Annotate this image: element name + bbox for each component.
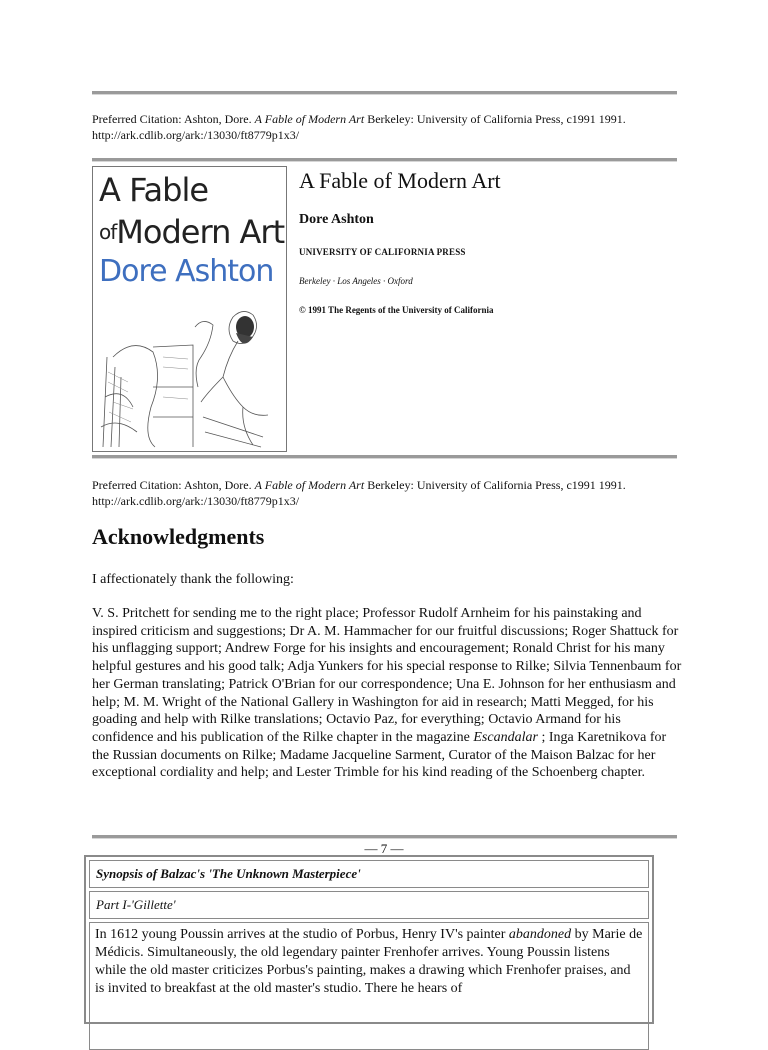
synopsis-text-start: In 1612 young Poussin arrives at the studio of Porbus, Henry IV's painter bbox=[95, 927, 509, 942]
rule-4 bbox=[92, 835, 677, 839]
rule-2 bbox=[92, 158, 677, 162]
citation-suffix: Berkeley: University of California Press, c1991 1991. bbox=[367, 478, 626, 492]
citation-title: A Fable of Modern Art bbox=[254, 112, 365, 126]
synopsis-table bbox=[84, 855, 654, 1024]
ack-body-text: V. S. Pritchett for sending me to the right place; Professor Rudolf Arnheim for his painstaking and inspired criticism and suggestions; Dr A. M. Hammacher for our fruitful discussions; Roger Shattuck for his unflagging support; Andrew Forge for his insights and encouragement; Ronald Christ for his many helpful gestures and his good talk; Adja Yunkers for his special response to Rilke; Silvia Tennenbaum for her German translating; Patrick O'Brian for our correspondence; Una E. Johnson for her enthusiasm and help; M. M. Wright of the National Gallery in Washington for aid in research; Matti Megged, for his goading and help with Rilke translations; Octavio Paz, for everything; Octavio Armand for his confidence and his publication of the Rilke chapter in the magazine bbox=[92, 606, 682, 745]
synopsis-text bbox=[89, 922, 649, 1050]
book-places: Berkeley · Los Angeles · Oxford bbox=[299, 276, 413, 286]
book-publisher: UNIVERSITY OF CALIFORNIA PRESS bbox=[299, 247, 466, 257]
citation-url[interactable]: http://ark.cdlib.org/ark:/13030/ft8779p1x3/ bbox=[92, 128, 300, 142]
citation-bottom bbox=[92, 477, 692, 509]
top-rule bbox=[92, 91, 677, 95]
book-title: A Fable of Modern Art bbox=[299, 168, 501, 193]
cover-author: Dore Ashton bbox=[99, 254, 274, 289]
book-author: Dore Ashton bbox=[299, 212, 374, 227]
citation-top bbox=[92, 111, 692, 143]
cover-title-line1: A Fable bbox=[99, 171, 209, 209]
synopsis-text-italic: abandoned bbox=[508, 927, 572, 942]
book-copyright: © 1991 The Regents of the University of California bbox=[299, 305, 494, 315]
citation-suffix: Berkeley: University of California Press, c1991 1991. bbox=[367, 112, 626, 126]
cover-illustration bbox=[93, 297, 286, 451]
ack-body bbox=[92, 605, 684, 782]
synopsis-text-end: by Marie de Médicis. Simultaneously, the old legendary painter Frenhofer arrives. Young Poussin listens while the old master criticizes Porbus's painting, makes a drawing which Frenhofer praises, and is invited to breakfast at the old master's studio. There he hears of bbox=[95, 927, 643, 996]
ack-body-text-end: ; Inga Karetnikova for the Russian documents on Rilke; Madame Jacqueline Sarment, Curator of the Maison Balzac for her exceptional cordiality and help; and Lester Trimble for his kind reading of the Schoenberg chapter. bbox=[92, 729, 667, 781]
cover-of: of bbox=[99, 220, 117, 244]
cover-title-line2 bbox=[99, 215, 284, 249]
citation-title: A Fable of Modern Art bbox=[254, 478, 365, 492]
synopsis-part: Part I-'Gillette' bbox=[89, 891, 649, 919]
acknowledgments-heading: Acknowledgments bbox=[92, 524, 265, 549]
ack-intro: I affectionately thank the following: bbox=[92, 572, 294, 587]
ack-body-italic: Escandalar bbox=[473, 729, 538, 745]
page-number: — 7 — bbox=[364, 841, 404, 856]
citation-prefix: Preferred Citation: Ashton, Dore. bbox=[92, 478, 252, 492]
synopsis-heading: Synopsis of Balzac's 'The Unknown Masterpiece' bbox=[89, 860, 649, 888]
book-cover-image bbox=[92, 166, 287, 452]
rule-3 bbox=[92, 455, 677, 459]
citation-prefix: Preferred Citation: Ashton, Dore. bbox=[92, 112, 252, 126]
cover-modern-art: Modern Art bbox=[116, 213, 285, 251]
citation-url[interactable]: http://ark.cdlib.org/ark:/13030/ft8779p1x3/ bbox=[92, 494, 300, 508]
